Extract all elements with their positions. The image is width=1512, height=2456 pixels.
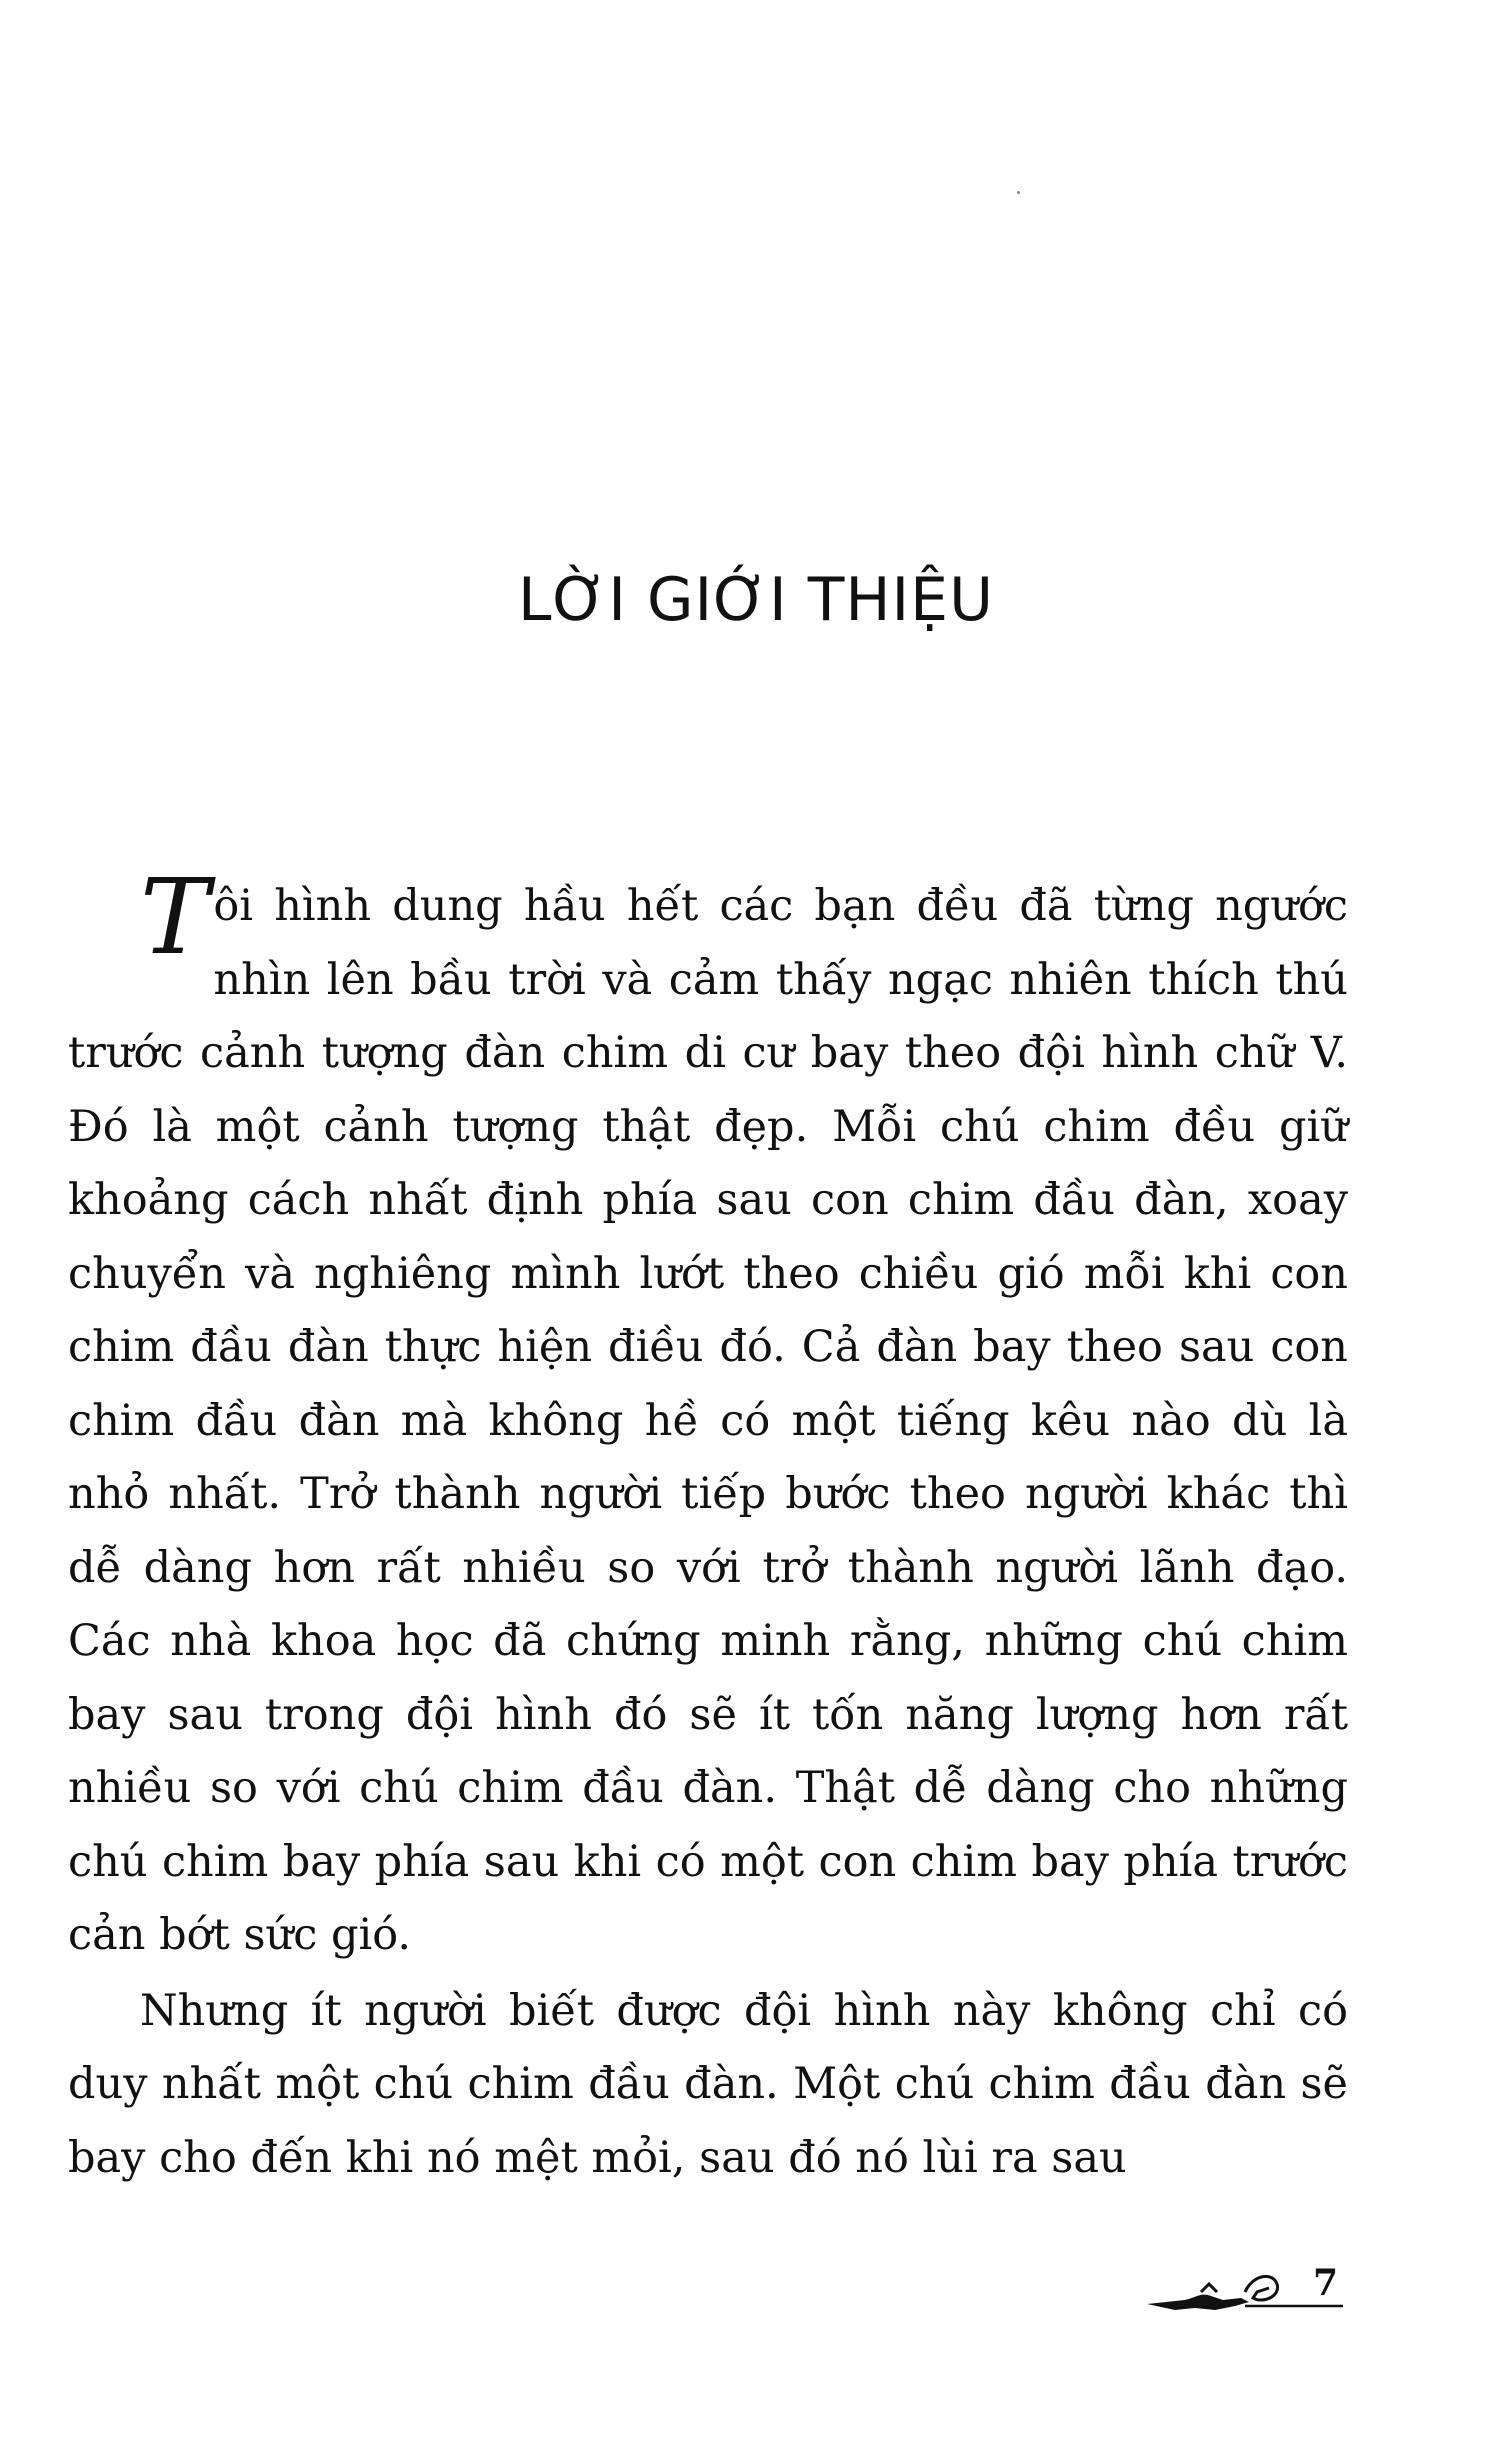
chapter-title: LỜI GIỚI THIỆU [517,565,994,635]
paragraph-2: Nhưng ít người biết được đội hình này không chỉ có duy nhất một chú chim đầu đàn. Một chú chim đầu đàn sẽ bay cho đến khi nó mệt mỏi, sau đó nó lùi ra sau [68,1985,1348,2183]
page-number: 7 [1313,2262,1339,2304]
drop-cap: T [140,856,210,978]
body-text [68,856,1348,2195]
paragraph-1 [68,856,1348,1973]
speck [1017,191,1020,194]
paragraph-1-text: ôi hình dung hầu hết các bạn đều đã từng ngước nhìn lên bầu trời và cảm thấy ngạc nhiên thích thú trước cảnh tượng đàn chim di cư bay theo đội hình chữ V. Đó là một cảnh tượng thật đẹp. Mỗi chú chim đều giữ khoảng cách nhất định phía sau con chim đầu đàn, xoay chuyển và nghiêng mình lướt theo chiều gió mỗi khi con chim đầu đàn thực hiện điều đó. Cả đàn bay theo sau con chim đầu đàn mà không hề có một tiếng kêu nào dù là nhỏ nhất. Trở thành người tiếp bước theo người khác thì dễ dàng hơn rất nhiều so với trở thành người lãnh đạo. Các nhà khoa học đã chứng minh rằng, những chú chim bay sau trong đội hình đó sẽ ít tốn năng lượng hơn rất nhiều so với chú chim đầu đàn. Thật dễ dàng cho những chú chim bay phía sau khi có một con chim bay phía trước cản bớt sức gió. [68,881,1348,1960]
